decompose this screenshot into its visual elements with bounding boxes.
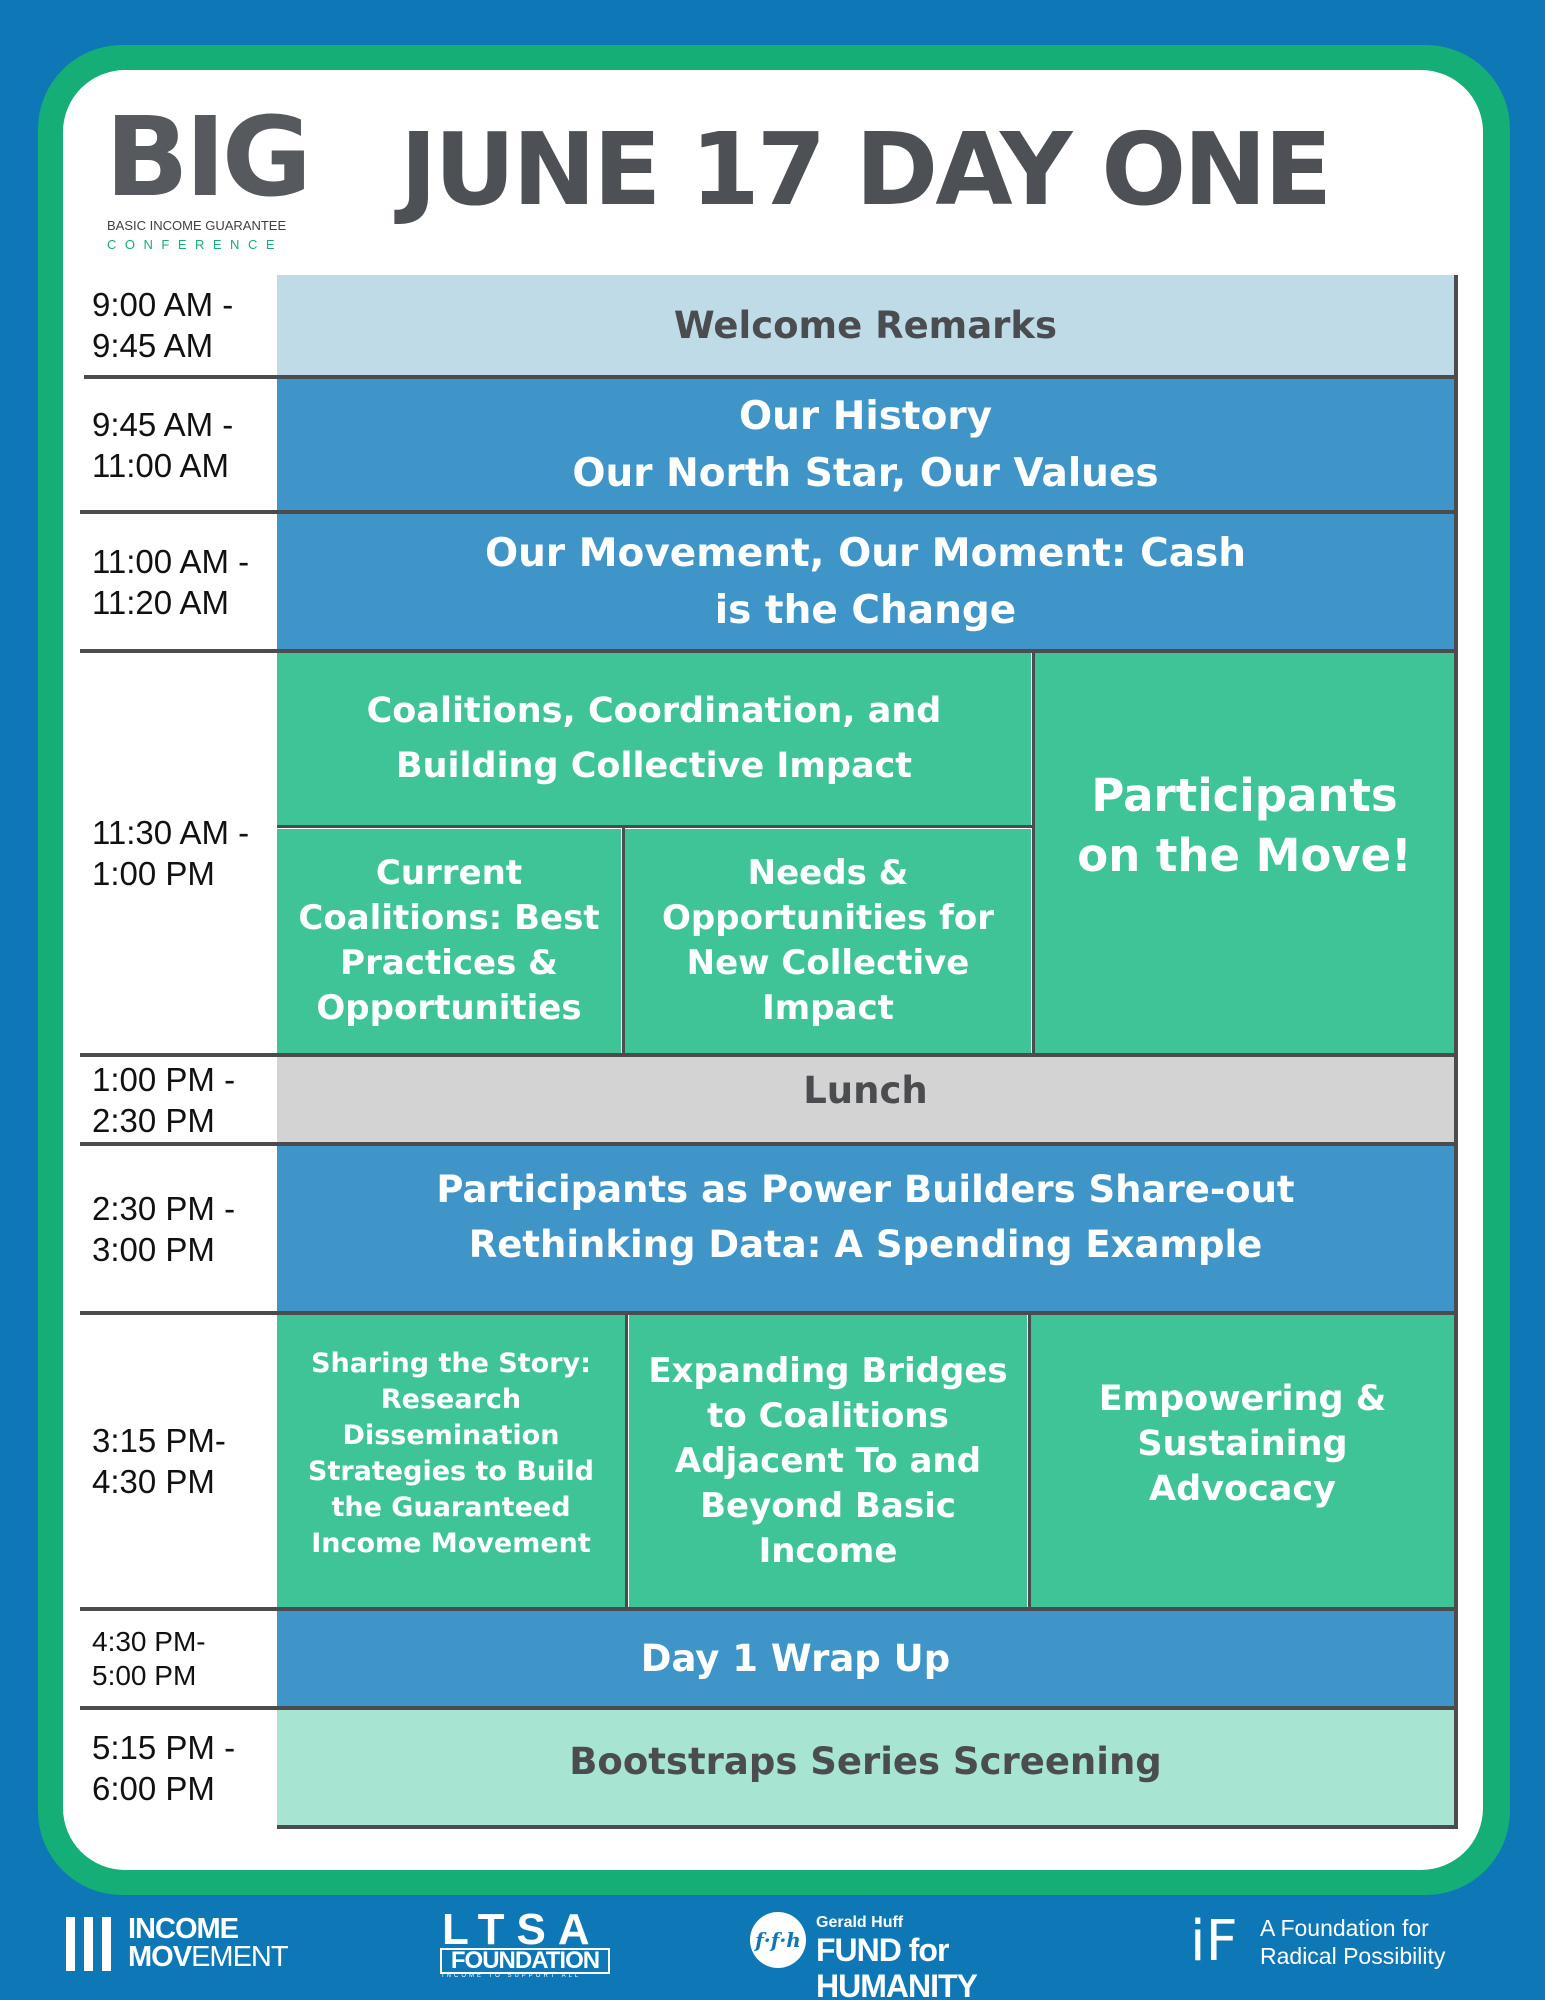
column-divider (622, 828, 625, 1053)
session-our-history: Our History Our North Star, Our Values (277, 379, 1454, 510)
ltsa-foundation-logo (440, 1905, 615, 1980)
column-divider (1032, 653, 1035, 1053)
session-bootstraps-screening: Bootstraps Series Screening (277, 1710, 1454, 1825)
fund-for-humanity-line2: FUND for HUMANITY (816, 1932, 977, 2000)
fund-for-humanity-logo (750, 1912, 1050, 2000)
time-slot: 9:45 AM - 11:00 AM (92, 405, 234, 484)
session-participants-on-the-move: Participants on the Move! (1035, 653, 1454, 1053)
session-our-movement: Our Movement, Our Moment: Cash is the Change (277, 514, 1454, 649)
session-coalitions-coordination: Coalitions, Coordination, and Building Collective Impact (277, 653, 1031, 825)
time-slot: 2:30 PM - 3:00 PM (92, 1189, 236, 1268)
column-divider (1028, 1315, 1031, 1607)
time-slot: 4:30 PM- 5:00 PM (92, 1625, 206, 1691)
session-needs-opportunities: Needs & Opportunities for New Collective Impact (625, 829, 1031, 1053)
income-movement-logo (66, 1914, 316, 1974)
radical-possibility-logo (1190, 1909, 1490, 1974)
logo-wordmark: BIG (105, 93, 309, 221)
big-conference-logo (105, 93, 330, 262)
time-slot: 3:15 PM- 4:30 PM (92, 1422, 226, 1500)
radical-possibility-line1: A Foundation for (1260, 1915, 1429, 1941)
session-expanding-bridges: Expanding Bridges to Coalitions Adjacent To and Beyond Basic Income (629, 1315, 1027, 1607)
income-movement-bars-icon (66, 1917, 126, 1971)
time-slot: 11:00 AM - 11:20 AM (92, 542, 250, 621)
radical-possibility-line2: Radical Possibility (1260, 1943, 1446, 1969)
session-lunch: Lunch (277, 1057, 1454, 1142)
session-welcome-remarks: Welcome Remarks (277, 275, 1454, 375)
income-movement-line2: MOVEMENT (128, 1941, 288, 1973)
time-slot: 1:00 PM - 2:30 PM (92, 1060, 236, 1139)
time-slot: 9:00 AM - 9:45 AM (92, 286, 234, 364)
income-movement-line1: INCOME (128, 1913, 238, 1945)
logo-subtitle: BASIC INCOME GUARANTEE (107, 218, 287, 233)
fund-for-humanity-line1: Gerald Huff (816, 1914, 904, 1931)
if-mark-icon: iF (1190, 1909, 1238, 1974)
session-current-coalitions: Current Coalitions: Best Practices & Opportunities (277, 829, 621, 1053)
row-divider (277, 825, 1032, 828)
column-divider (625, 1315, 628, 1607)
row-divider (277, 1825, 1456, 1829)
session-empowering-advocacy: Empowering & Sustaining Advocacy (1031, 1315, 1454, 1607)
session-sharing-the-story: Sharing the Story: Research Dissemination Strategies to Build the Guaranteed Income Movement (277, 1315, 625, 1607)
time-slot: 5:15 PM - 6:00 PM (92, 1728, 236, 1807)
fund-for-humanity-circle-icon: f·f·h (750, 1912, 806, 1968)
time-slot: 11:30 AM - 1:00 PM (92, 814, 250, 892)
session-day-1-wrap-up: Day 1 Wrap Up (277, 1611, 1454, 1706)
grid-right-border (1454, 275, 1458, 1829)
logo-conference: CONFERENCE (107, 237, 284, 252)
ltsa-tagline: INCOME TO SUPPORT ALL (442, 1973, 582, 1979)
session-power-builders: Participants as Power Builders Share-out Rethinking Data: A Spending Example (277, 1146, 1454, 1311)
ltsa-foundation-word: FOUNDATION (440, 1948, 610, 1974)
ltsa-letters: LTSA (442, 1905, 602, 1954)
page-title: JUNE 17 DAY ONE (400, 111, 1330, 228)
